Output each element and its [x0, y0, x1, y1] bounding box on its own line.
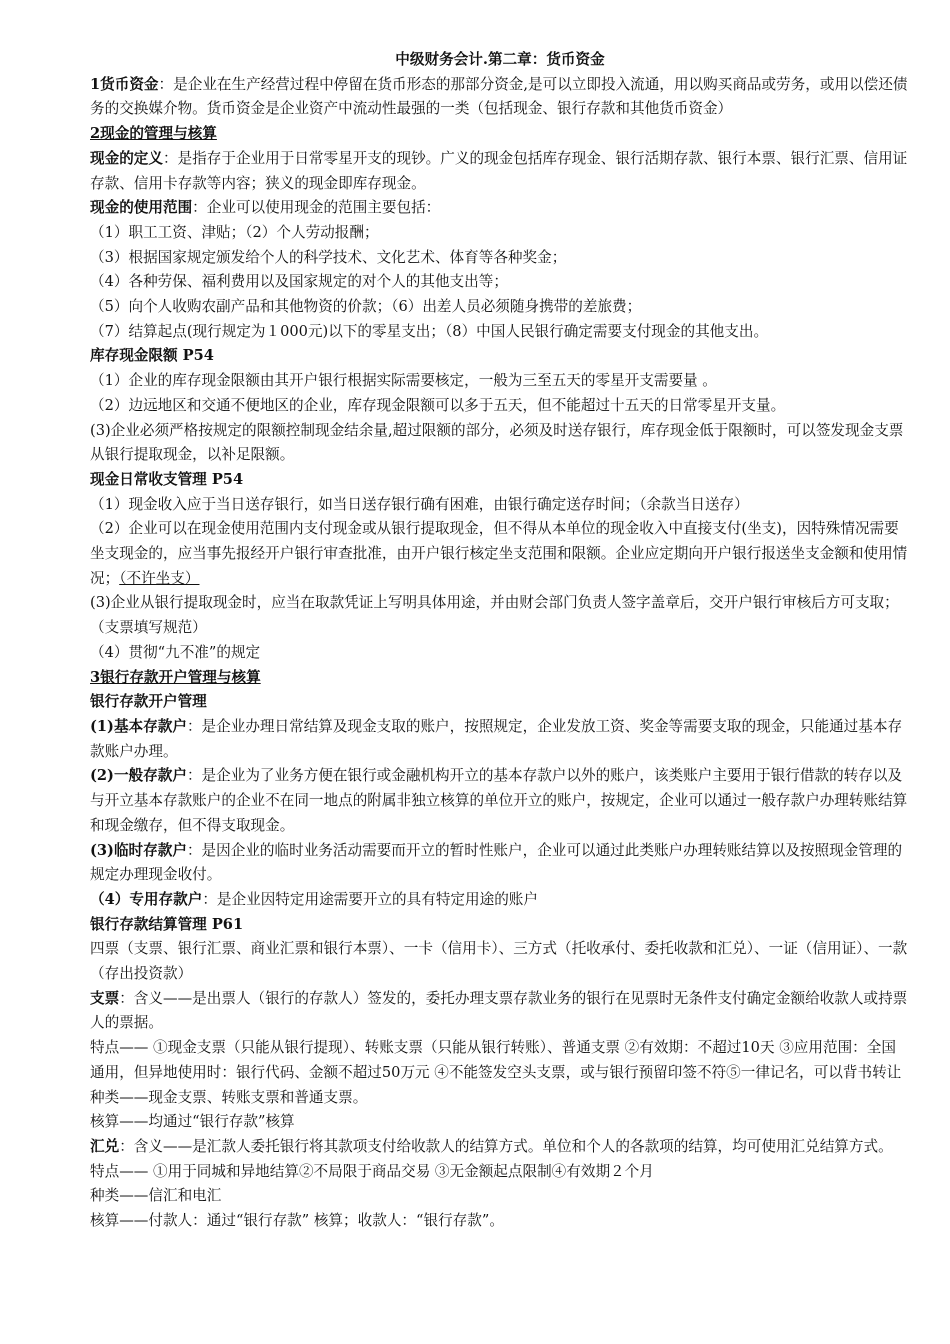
- paragraph-remittance-kinds: 种类——信汇和电汇: [90, 1187, 222, 1205]
- list-item: （1）企业的库存现金限额由其开户银行根据实际需要核定，一般为三至五天的零星开支需要量 。: [90, 372, 717, 390]
- list-item: （5）向个人收购农副产品和其他物资的价款；（6）出差人员必须随身携带的差旅费；: [90, 298, 642, 316]
- term-cash-scope: 现金的使用范围: [90, 199, 193, 217]
- paragraph-special-account: [90, 888, 910, 913]
- definition-text: ：企业可以使用现金的范围主要包括：: [192, 199, 441, 217]
- definition-text: ：是企业因特定用途需要开立的具有特定用途的账户: [202, 890, 538, 908]
- definition-text: ：是企业为了业务方便在银行或金融机构开立的基本存款户以外的账户，该类账户主要用于银行借款的转存以及与开立基本存款账户的企业不在同一地点的附属非独立核算的单位开立的账户，按规定，企业可以通过一般存款户办理转账结算和现金缴存，但不得支取现金。: [90, 767, 908, 834]
- term-special-account: （4）专用存款户: [90, 890, 203, 908]
- list-item: （4）贯彻“九不准”的规定: [90, 643, 261, 661]
- term-remittance: 汇兑: [90, 1137, 120, 1155]
- paragraph-temporary-account: [90, 839, 910, 888]
- list-item: （4）各种劳保、福利费用以及国家规定的对个人的其他支出等；: [90, 273, 508, 291]
- subheading-daily-cash: 现金日常收支管理 P54: [90, 470, 244, 488]
- paragraph-general-account: [90, 764, 910, 838]
- list-item: (3)企业必须严格按规定的限额控制现金结余量,超过限额的部分，必须及时送存银行，库存现金低于限额时，可以签发现金支票从银行提取现金，以补足限额。: [90, 421, 904, 464]
- list-item: [90, 517, 910, 591]
- subheading-settlement: 银行存款结算管理 P61: [90, 915, 244, 933]
- paragraph-cash-scope: [90, 196, 910, 221]
- term-cheque: 支票: [90, 989, 120, 1007]
- list-item: (3)企业从银行提取现金时，应当在取款凭证上写明具体用途，并由财会部门负责人签字盖章后，交开户银行审核后方可支取；（支票填写规范）: [90, 594, 899, 637]
- paragraph-cheque-definition: [90, 987, 910, 1036]
- list-item: （7）结算起点(现行规定为１000元)以下的零星支出；（8）中国人民银行确定需要支付现金的其他支出。: [90, 322, 769, 340]
- term-basic-account: (1)基本存款户: [90, 717, 187, 735]
- paragraph-cheque-features: 特点—— ①现金支票（只能从银行提现）、转账支票（只能从银行转账）、普通支票 ②有效期：不超过10天 ③应用范围：全国通用，但异地使用时：银行代码、金额不超过50万元 ④不能签发空头支票，或与银行预留印签不符⑤一律记名，可以背书转让: [90, 1039, 902, 1081]
- paragraph-monetary-funds: [90, 73, 910, 122]
- paragraph-cheque-accounting: 核算——均通过“银行存款”核算: [90, 1113, 295, 1131]
- section-heading-cash: 2现金的管理与核算: [90, 125, 217, 143]
- paragraph-remittance-definition: [90, 1135, 910, 1160]
- term-monetary-funds: 1货币资金: [90, 75, 159, 93]
- page-title: 中级财务会计.第二章：货币资金: [395, 51, 605, 68]
- definition-text: ：含义——是出票人（银行的存款人）签发的，委托办理支票存款业务的银行在见票时无条件支付确定金额给收款人或持票人的票据。: [90, 989, 908, 1032]
- paragraph-cash-definition: [90, 147, 910, 196]
- paragraph-cheque-kinds: 种类——现金支票、转账支票和普通支票。: [90, 1088, 368, 1106]
- section-heading-bank-deposit: 3银行存款开户管理与核算: [90, 668, 261, 686]
- subheading-account-opening: 银行存款开户管理: [90, 693, 207, 711]
- term-temporary-account: (3)临时存款户: [90, 841, 187, 859]
- definition-text: ：是企业办理日常结算及现金支取的账户，按照规定，企业发放工资、奖金等需要支取的现金，只能通过基本存款账户办理。: [90, 717, 903, 760]
- definition-text: ：是因企业的临时业务活动需要而开立的暂时性账户，企业可以通过此类账户办理转账结算以及按照现金管理的规定办理现金收付。: [90, 841, 903, 884]
- paragraph-remittance-accounting: 核算——付款人：通过“银行存款” 核算；收款人：“银行存款”。: [90, 1212, 504, 1230]
- paragraph-remittance-features: 特点—— ①用于同城和异地结算②不局限于商品交易 ③无金额起点限制④有效期２个月: [90, 1162, 654, 1180]
- list-item: （1）职工工资、津贴；（2）个人劳动报酬；: [90, 223, 379, 241]
- definition-text: ：是指存于企业用于日常零星开支的现钞。广义的现金包括库存现金、银行活期存款、银行本票、银行汇票、信用证存款、信用卡存款等内容；狭义的现金即库存现金。: [90, 149, 908, 192]
- list-item: （3）根据国家规定颁发给个人的科学技术、文化艺术、体育等各种奖金；: [90, 248, 567, 266]
- list-item-text: （2）企业可以在现金使用范围内支付现金或从银行提取现金，但不得从本单位的现金收入中直接支付(坐支)，因特殊情况需要坐支现金的，应当事先报经开户银行审查批准，由开户银行核定坐支范围和限额。企业应定期向开户银行报送坐支金额和使用情况；: [90, 520, 908, 587]
- paragraph-basic-account: [90, 715, 910, 764]
- underlined-note: （不许坐支）: [119, 569, 200, 587]
- list-item: （2）边远地区和交通不便地区的企业，库存现金限额可以多于五天，但不能超过十五天的日常零星开支量。: [90, 396, 786, 414]
- list-item: （1）现金收入应于当日送存银行，如当日送存银行确有困难，由银行确定送存时间；（余款当日送存）: [90, 495, 749, 513]
- term-general-account: (2)一般存款户: [90, 767, 187, 785]
- paragraph-settlement-intro: 四票（支票、银行汇票、商业汇票和银行本票）、一卡（信用卡）、三方式（托收承付、委托收款和汇兑）、一证（信用证）、一款（存出投资款）: [90, 940, 908, 983]
- definition-text: ：含义——是汇款人委托银行将其款项支付给收款人的结算方式。单位和个人的各款项的结算，均可使用汇兑结算方式。: [119, 1137, 893, 1155]
- term-cash-definition: 现金的定义: [90, 149, 163, 167]
- definition-text: ：是企业在生产经营过程中停留在货币形态的那部分资金,是可以立即投入流通，用以购买商品或劳务，或用以偿还债务的交换媒介物。货币资金是企业资产中流动性最强的一类（包括现金、银行存款和其他货币资金）: [90, 75, 908, 118]
- subheading-cash-limit: 库存现金限额 P54: [90, 347, 214, 365]
